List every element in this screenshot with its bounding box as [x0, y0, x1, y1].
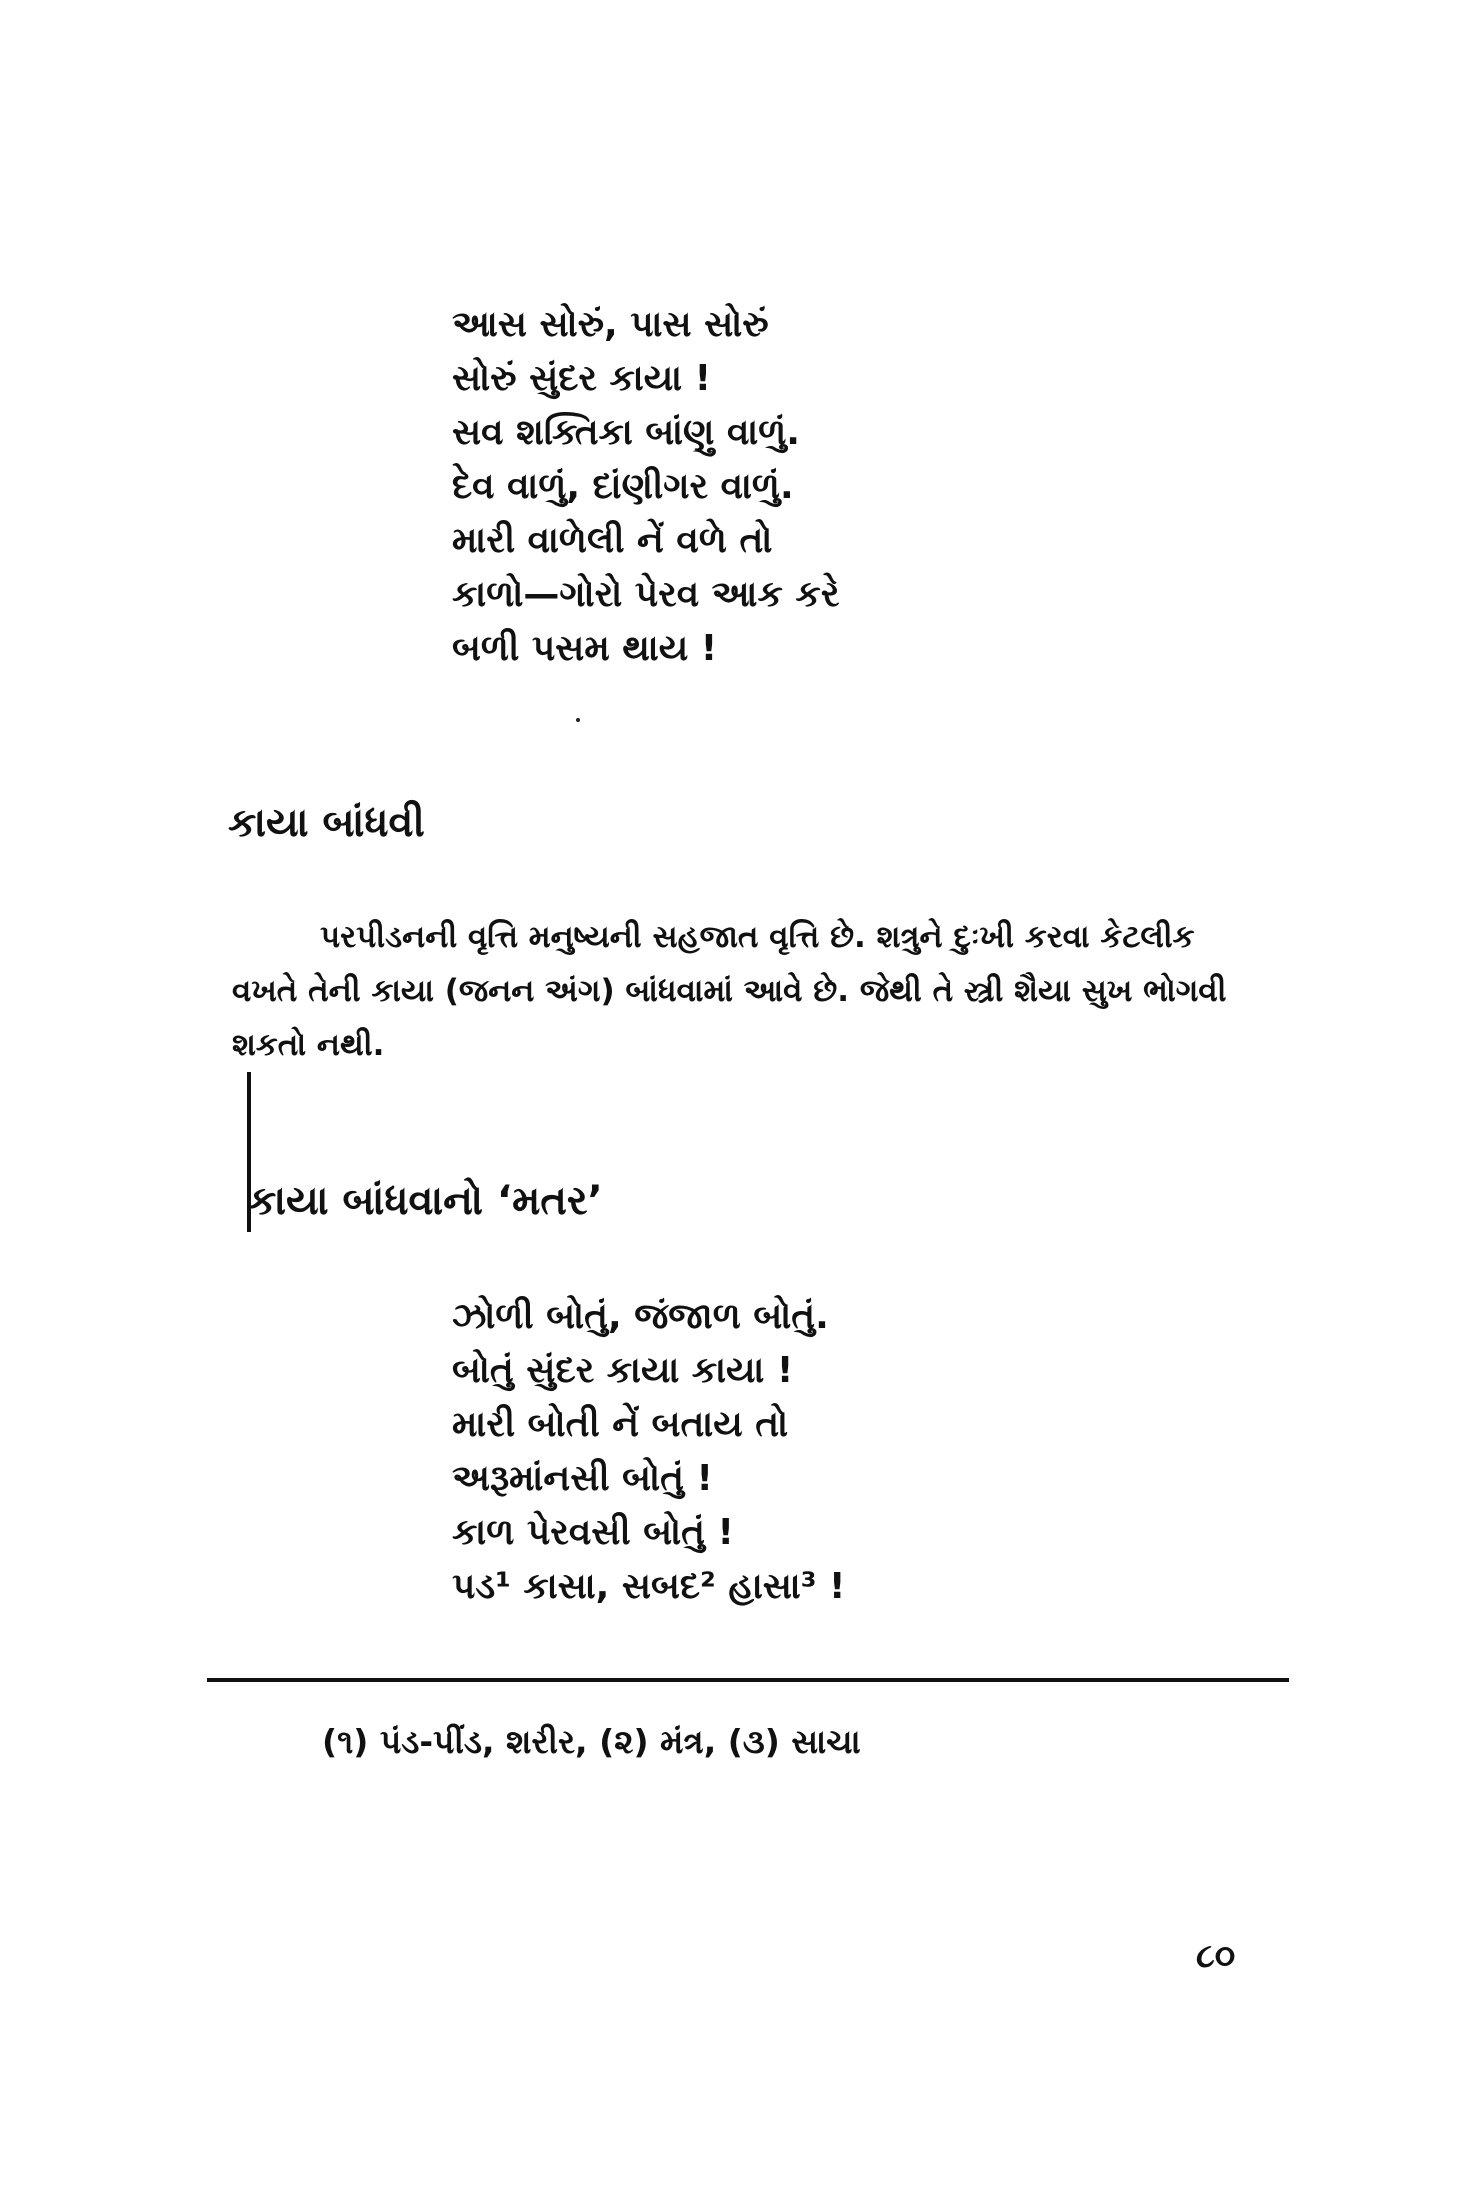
verse-line: કાળ પેરવસી બોતું !	[452, 1512, 734, 1553]
section-heading-1: કાયા બાંધવી	[228, 800, 425, 846]
verse-line: દેવ વાળું, દાંણીગર વાળું.	[452, 466, 794, 507]
print-speck	[576, 718, 580, 722]
verse-line: બળી પસમ થાય !	[452, 628, 718, 669]
verse-line: મારી બોતી નેં બતાય તો	[452, 1404, 789, 1445]
verse-line: કાળો—ગોરો પેરવ આક કરે	[452, 574, 840, 615]
footnote-divider	[207, 1678, 1289, 1682]
verse-line: આસ સોરું, પાસ સોરું	[452, 304, 769, 345]
verse-line: મારી વાળેલી નેં વળે તો	[452, 520, 773, 561]
verse-block-2	[452, 1290, 845, 1614]
section-heading-2: કાયા બાંધવાનો ‘મતર’	[248, 1178, 603, 1224]
verse-line: ઝોળી બોતું, જંજાળ બોતું.	[452, 1296, 829, 1337]
footnote: (૧) પંડ-પીંડ, શરીર, (૨) મંત્ર, (૩) સાચા	[322, 1722, 861, 1761]
page-number: ૮૦	[1196, 1936, 1236, 1976]
body-paragraph: પરપીડનની વૃત્તિ મનુષ્યની સહજાત વૃત્તિ છે. શત્રુને દુઃખી કરવા કેટલીક વખતે તેની કાયા (જનન અંગ) બાંધવામાં આવે છે. જેથી તે સ્ત્રી શૈયા સુખ ભોગવી શકતો નથી.	[232, 919, 1227, 1063]
verse-line: અરૂમાંનસી બોતું !	[452, 1458, 713, 1499]
verse-line: પડ¹ કાસા, સબદ² હાસા³ !	[452, 1566, 846, 1607]
verse-block-1	[452, 298, 839, 676]
verse-line: સોરું સુંદર કાયા !	[452, 358, 712, 399]
verse-line: સવ શક્તિકા બાંણુ વાળું.	[452, 412, 800, 453]
verse-line: બોતું સુંદર કાયા કાયા !	[452, 1350, 794, 1391]
